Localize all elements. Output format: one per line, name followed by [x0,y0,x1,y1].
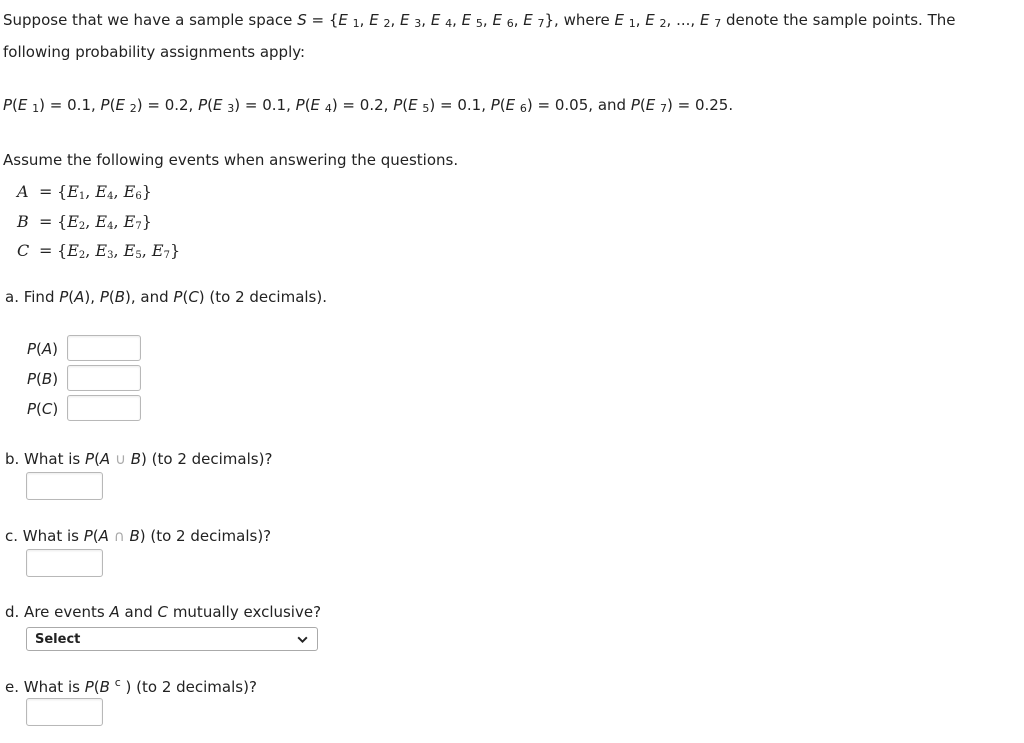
question-c: c. What is P(A ∩ B) (to 2 decimals)? [5,527,272,545]
select-label: Select [35,631,81,647]
question-d: d. Are events A and C mutually exclusive? [5,603,322,621]
event-b-definition: B = {$E_2$, $E_4$, $E_7$} [17,211,152,232]
prob-e6: 0.05 [554,96,589,114]
assume-text: Assume the following events when answering the questions. [3,151,459,169]
event-c-definition: C = {$E_2$, $E_3$, $E_5$, $E_7$} [17,241,181,261]
label-pc: P(C) [27,400,59,418]
complement-input[interactable] [26,698,103,726]
chevron-down-icon [296,633,309,646]
pa-input[interactable] [67,335,141,361]
question-b: b. What is P(A ∪ B) (to 2 decimals)? [5,450,273,468]
intro-line-1: Suppose that we have a sample space S = {E $_1$, E $_2$, E $_3$, E $_4$, E $_5$, E $_6$, E $_7$}, where E $_1$, E $_2$, ..., E $_7$ denote the sample points. The [3,11,956,30]
question-a: a. Find P(A), P(B), and P(C) (to 2 decimals). [5,288,327,306]
prob-e3: 0.1 [262,96,287,114]
union-input[interactable] [26,472,103,500]
prob-e5: 0.1 [457,96,482,114]
label-pb: P(B) [27,370,59,388]
event-a-definition: A = {$E_1$, $E_4$, $E_6$} [17,182,152,202]
event-definitions [17,180,180,269]
prob-e2: 0.2 [164,96,189,114]
probability-assignments: P(E $_1$) = 0.1, P(E $_2$) = 0.2, P(E $_3$) = 0.1, P(E $_4$) = 0.2, P(E $_5$) = 0.1, P(E $_6$) = 0.05, and P(E $_7$) = 0.25. [3,96,734,115]
label-pa: P(A) [27,340,59,358]
prob-e4: 0.2 [359,96,384,114]
problem-intro [3,6,956,66]
intersection-input[interactable] [26,549,103,577]
pc-input[interactable] [67,395,141,421]
intro-line-2: following probability assignments apply: [3,43,306,61]
mutually-exclusive-select[interactable] [26,627,318,651]
pb-input[interactable] [67,365,141,391]
question-e: e. What is P(B $^c$ ) (to 2 decimals)? [5,676,257,696]
prob-e7: 0.25 [694,96,729,114]
prob-e1: 0.1 [67,96,91,114]
